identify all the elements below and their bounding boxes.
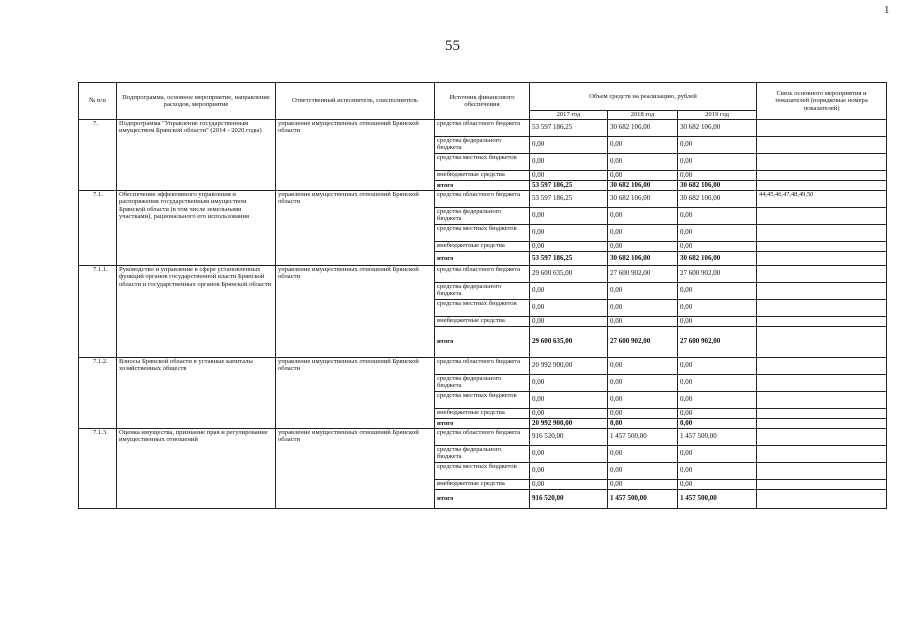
amount-cell: 0,00	[678, 358, 757, 375]
amount-cell: 27 600 902,00	[608, 327, 678, 358]
amount-cell: 30 682 106,00	[608, 181, 678, 191]
row-executor: управление имущественных отношений Брянской области	[276, 191, 435, 266]
source-row	[79, 120, 887, 137]
amount-cell: 0,00	[678, 225, 757, 242]
amount-cell: 0,00	[530, 409, 608, 419]
amount-cell: 0,00	[678, 154, 757, 171]
indicator-cell	[757, 327, 887, 358]
header-year-2017: 2017 год	[530, 111, 608, 120]
indicator-numbers	[757, 120, 887, 137]
amount-cell: 53 597 186,25	[530, 120, 608, 137]
amount-cell: 0,00	[530, 137, 608, 154]
amount-cell: 0,00	[530, 208, 608, 225]
source-label: внебюджетные средства	[435, 171, 530, 181]
amount-cell: 53 597 186,25	[530, 181, 608, 191]
source-label: средства областного бюджета	[435, 120, 530, 137]
source-label: средства местных бюджетов	[435, 225, 530, 242]
amount-cell: 0,00	[608, 317, 678, 327]
amount-cell: 0,00	[530, 300, 608, 317]
amount-cell: 0,00	[530, 317, 608, 327]
amount-cell: 0,00	[530, 463, 608, 480]
source-label: средства федерального бюджета	[435, 137, 530, 154]
amount-cell: 0,00	[608, 137, 678, 154]
source-label: средства федерального бюджета	[435, 446, 530, 463]
source-row	[79, 266, 887, 283]
header-executor: Ответственный исполнитель, соисполнитель	[276, 83, 435, 120]
amount-cell: 0,00	[608, 208, 678, 225]
amount-cell: 30 682 106,00	[608, 191, 678, 208]
indicator-cell	[757, 181, 887, 191]
indicator-cell	[757, 300, 887, 317]
amount-cell: 20 992 900,00	[530, 419, 608, 429]
amount-cell: 0,00	[530, 225, 608, 242]
amount-cell: 0,00	[678, 137, 757, 154]
header-year-2018: 2018 год	[608, 111, 678, 120]
amount-cell: 0,00	[678, 300, 757, 317]
indicator-numbers	[757, 429, 887, 446]
amount-cell: 29 600 635,00	[530, 327, 608, 358]
indicator-cell	[757, 154, 887, 171]
amount-cell: 0,00	[608, 419, 678, 429]
row-name: Оценка имущества, признание прав и регулирование имущественных отношений	[117, 429, 276, 509]
row-executor: управление имущественных отношений Брянской области	[276, 120, 435, 191]
amount-cell: 0,00	[678, 317, 757, 327]
budget-table	[78, 82, 887, 509]
amount-cell: 0,00	[678, 171, 757, 181]
amount-cell: 0,00	[608, 463, 678, 480]
amount-cell: 27 600 902,00	[678, 266, 757, 283]
amount-cell: 0,00	[678, 375, 757, 392]
amount-cell: 0,00	[608, 480, 678, 490]
corner-mark: 1	[884, 4, 890, 16]
amount-cell: 0,00	[608, 446, 678, 463]
source-label: средства местных бюджетов	[435, 392, 530, 409]
amount-cell: 0,00	[678, 283, 757, 300]
row-code: 7.1.2.	[79, 358, 117, 429]
header-link: Связь основного мероприятия и показателей (порядковые номера показателей)	[757, 83, 887, 120]
indicator-cell	[757, 419, 887, 429]
amount-cell: 0,00	[530, 392, 608, 409]
source-label: средства местных бюджетов	[435, 154, 530, 171]
source-label: внебюджетные средства	[435, 317, 530, 327]
amount-cell: 916 520,00	[530, 429, 608, 446]
amount-cell: 0,00	[678, 463, 757, 480]
source-row	[79, 358, 887, 375]
indicator-cell	[757, 490, 887, 509]
amount-cell: 0,00	[530, 375, 608, 392]
amount-cell: 0,00	[608, 225, 678, 242]
indicator-cell	[757, 208, 887, 225]
source-row	[79, 191, 887, 208]
row-code: 7.	[79, 120, 117, 191]
page-number: 55	[445, 38, 460, 54]
amount-cell: 0,00	[678, 242, 757, 252]
row-executor: управление имущественных отношений Брянской области	[276, 266, 435, 358]
amount-cell: 0,00	[678, 480, 757, 490]
amount-cell: 29 600 635,00	[530, 266, 608, 283]
amount-cell: 53 597 186,25	[530, 252, 608, 266]
amount-cell: 0,00	[608, 242, 678, 252]
amount-cell: 30 682 106,00	[608, 252, 678, 266]
indicator-cell	[757, 252, 887, 266]
row-name: Взносы Брянской области в уставные капиталы хозяйственных обществ	[117, 358, 276, 429]
header-year-2019: 2019 год	[678, 111, 757, 120]
header-volume: Объем средств на реализацию, рублей	[530, 83, 757, 111]
source-label: средства федерального бюджета	[435, 375, 530, 392]
amount-cell: 0,00	[608, 171, 678, 181]
amount-cell: 1 457 500,00	[608, 490, 678, 509]
source-label: итого	[435, 419, 530, 429]
row-code: 7.1.	[79, 191, 117, 266]
amount-cell: 30 682 106,00	[678, 181, 757, 191]
source-label: средства областного бюджета	[435, 191, 530, 208]
source-label: внебюджетные средства	[435, 480, 530, 490]
amount-cell: 30 682 106,00	[678, 191, 757, 208]
amount-cell: 0,00	[678, 409, 757, 419]
amount-cell: 0,00	[608, 358, 678, 375]
amount-cell: 0,00	[678, 419, 757, 429]
amount-cell: 0,00	[530, 446, 608, 463]
indicator-cell	[757, 283, 887, 300]
amount-cell: 0,00	[608, 409, 678, 419]
row-executor: управление имущественных отношений Брянской области	[276, 358, 435, 429]
source-label: итого	[435, 252, 530, 266]
amount-cell: 1 457 500,00	[678, 490, 757, 509]
source-label: средства областного бюджета	[435, 266, 530, 283]
source-label: итого	[435, 490, 530, 509]
amount-cell: 0,00	[608, 300, 678, 317]
amount-cell: 30 682 106,00	[608, 120, 678, 137]
source-label: внебюджетные средства	[435, 409, 530, 419]
source-label: средства федерального бюджета	[435, 208, 530, 225]
indicator-numbers	[757, 358, 887, 375]
row-name: Руководство и управление в сфере установленных функций органов государственной власти Брянской области и государственных органов Брянской области	[117, 266, 276, 358]
header-num: № п/п	[79, 83, 117, 120]
source-label: итого	[435, 181, 530, 191]
indicator-numbers: 44,45,46,47,48,49,50	[757, 191, 887, 208]
amount-cell: 1 457 500,00	[608, 429, 678, 446]
header-source: Источник финансового обеспечения	[435, 83, 530, 120]
amount-cell: 0,00	[678, 208, 757, 225]
indicator-numbers	[757, 266, 887, 283]
source-label: средства областного бюджета	[435, 358, 530, 375]
row-code: 7.1.3.	[79, 429, 117, 509]
indicator-cell	[757, 171, 887, 181]
source-label: внебюджетные средства	[435, 242, 530, 252]
amount-cell: 0,00	[608, 375, 678, 392]
indicator-cell	[757, 242, 887, 252]
source-label: средства федерального бюджета	[435, 283, 530, 300]
source-row	[79, 429, 887, 446]
amount-cell: 27 600 902,00	[678, 327, 757, 358]
source-label: средства местных бюджетов	[435, 463, 530, 480]
amount-cell: 20 992 900,00	[530, 358, 608, 375]
row-name: Обеспечение эффективного управления и распоряжения государственным имуществом Брянской области (в том числе земельными участками), рационального его использования	[117, 191, 276, 266]
amount-cell: 0,00	[678, 392, 757, 409]
amount-cell: 0,00	[530, 480, 608, 490]
amount-cell: 0,00	[678, 446, 757, 463]
amount-cell: 30 682 106,00	[678, 252, 757, 266]
amount-cell: 0,00	[530, 242, 608, 252]
source-label: итого	[435, 327, 530, 358]
indicator-cell	[757, 480, 887, 490]
indicator-cell	[757, 446, 887, 463]
amount-cell: 0,00	[608, 392, 678, 409]
indicator-cell	[757, 463, 887, 480]
row-code: 7.1.1.	[79, 266, 117, 358]
indicator-cell	[757, 392, 887, 409]
source-label: средства областного бюджета	[435, 429, 530, 446]
amount-cell: 916 520,00	[530, 490, 608, 509]
amount-cell: 0,00	[530, 154, 608, 171]
amount-cell: 53 597 186,25	[530, 191, 608, 208]
indicator-cell	[757, 317, 887, 327]
amount-cell: 27 600 902,00	[608, 266, 678, 283]
amount-cell: 0,00	[608, 154, 678, 171]
source-label: средства местных бюджетов	[435, 300, 530, 317]
indicator-cell	[757, 225, 887, 242]
amount-cell: 1 457 500,00	[678, 429, 757, 446]
amount-cell: 0,00	[608, 283, 678, 300]
indicator-cell	[757, 409, 887, 419]
header-program: Подпрограмма, основное мероприятие, направление расходов, мероприятие	[117, 83, 276, 120]
indicator-cell	[757, 137, 887, 154]
amount-cell: 0,00	[530, 283, 608, 300]
row-executor: управление имущественных отношений Брянской области	[276, 429, 435, 509]
indicator-cell	[757, 375, 887, 392]
row-name: Подпрограмма "Управление государственным имуществом Брянской области" (2014 - 2020 годы)	[117, 120, 276, 191]
amount-cell: 0,00	[530, 171, 608, 181]
amount-cell: 30 682 106,00	[678, 120, 757, 137]
